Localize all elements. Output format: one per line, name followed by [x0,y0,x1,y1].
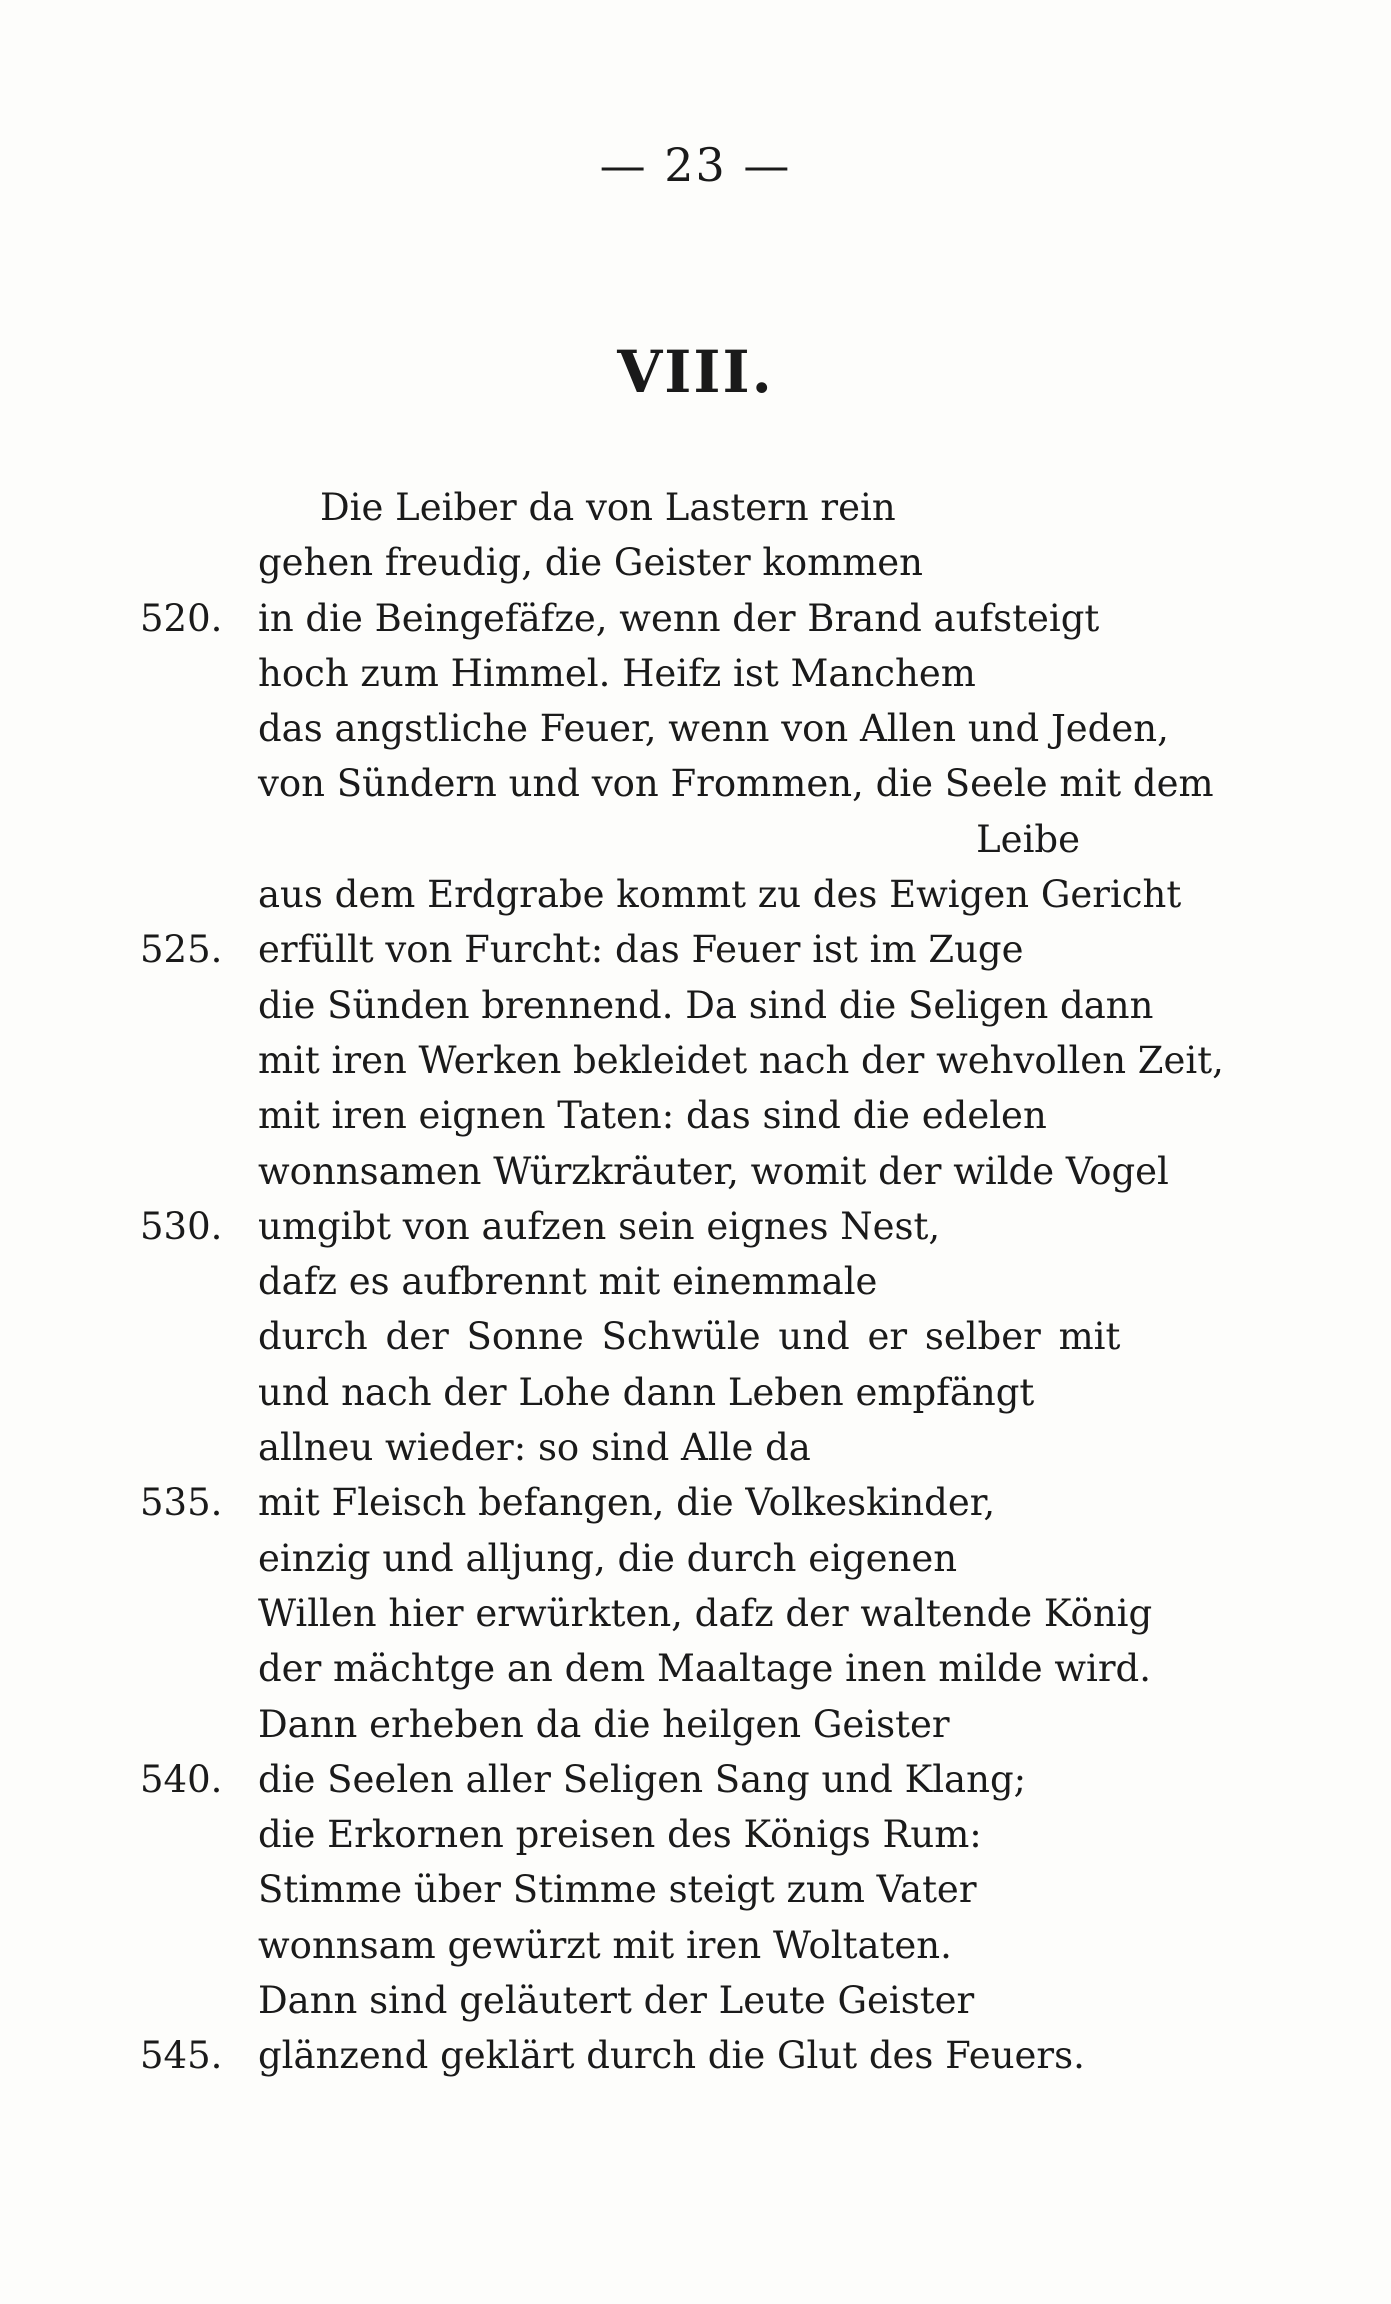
verse-line [140,2028,1250,2083]
verse-line [140,1144,1250,1199]
verse-line [140,1586,1250,1641]
verse-line [140,1807,1250,1862]
verse-text: mit iren Werken bekleidet nach der wehvollen Zeit, [258,1038,1224,1082]
verse-text: die Seelen aller Seligen Sang und Klang; [258,1757,1027,1801]
verse-text: Die Leiber da von Lastern rein [320,486,896,529]
verse-text: wonnsamen Würzkräuter, womit der wilde Vogel [258,1149,1169,1193]
verse-line [140,1254,1250,1309]
verse-text: hoch zum Himmel. Heifz ist Manchem [258,651,976,695]
verse-text: wonnsam gewürzt mit iren Woltaten. [258,1923,952,1967]
verse-text: gehen freudig, die Geister kommen [258,541,923,585]
verse-text: Dann sind geläutert der Leute Geister [258,1979,975,2023]
verse-line [140,1641,1250,1696]
verse-text: Willen hier erwürkten, dafz der waltende König [258,1591,1153,1635]
verse-line [140,1531,1250,1586]
verse-line [140,646,1250,701]
verse-text: von Sündern und von Frommen, die Seele mit dem [258,762,1214,806]
verse-text: der mächtge an dem Maaltage inen milde wird. [258,1647,1152,1691]
verse-line [140,1752,1250,1807]
line-number: 545. [140,2034,223,2078]
verse-block [140,480,1250,2084]
verse-text: dafz es aufbrennt mit einemmale [258,1260,878,1304]
line-number: 520. [140,596,223,640]
verse-line [140,591,1250,646]
verse-text: Stimme über Stimme steigt zum Vater [258,1868,977,1912]
verse-line [140,1973,1250,2028]
verse-line [140,1697,1250,1752]
verse-line [140,922,1250,977]
verse-text: Dann erheben da die heilgen Geister [258,1702,950,1746]
verse-text: allneu wieder: so sind Alle da [258,1426,811,1470]
verse-line [140,1033,1250,1088]
verse-text: einzig und alljung, die durch eigenen [258,1536,958,1580]
verse-text: aus dem Erdgrabe kommt zu des Ewigen Gericht [258,873,1182,917]
verse-line [140,535,1250,590]
verse-line [140,701,1250,756]
verse-text: Leibe [976,817,1080,861]
line-number: 540. [140,1757,223,1801]
verse-line [140,1365,1250,1420]
line-number: 525. [140,928,223,972]
verse-line [140,1199,1250,1254]
verse-line [140,756,1250,811]
verse-text: mit Fleisch befangen, die Volkeskinder, [258,1481,996,1525]
line-number: 535. [140,1481,223,1525]
verse-line [140,1475,1250,1530]
verse-line [140,978,1250,1033]
verse-text: mit iren eignen Taten: das sind die edelen [258,1094,1047,1138]
verse-text: durch der Sonne Schwüle und er selber mit [258,1315,1121,1359]
verse-text: die Sünden brennend. Da sind die Seligen dann [258,983,1154,1027]
section-heading: VIII. [617,338,774,406]
verse-text: glänzend geklärt durch die Glut des Feuers. [258,2034,1085,2078]
verse-line [140,1918,1250,1973]
verse-line [140,1309,1250,1364]
verse-line [140,1862,1250,1917]
verse-text: umgibt von aufzen sein eignes Nest, [258,1204,941,1248]
page-number: — 23 — [599,138,792,192]
verse-text: das angstliche Feuer, wenn von Allen und Jeden, [258,707,1169,751]
verse-text: die Erkornen preisen des Königs Rum: [258,1813,982,1857]
verse-text: und nach der Lohe dann Leben empfängt [258,1370,1035,1414]
verse-line [140,812,1250,867]
verse-line [140,1088,1250,1143]
verse-text: in die Beingefäfze, wenn der Brand aufsteigt [258,596,1100,640]
verse-line [140,1420,1250,1475]
verse-line [140,480,1250,535]
line-number: 530. [140,1204,223,1248]
verse-line [140,867,1250,922]
verse-text: erfüllt von Furcht: das Feuer ist im Zuge [258,928,1024,972]
